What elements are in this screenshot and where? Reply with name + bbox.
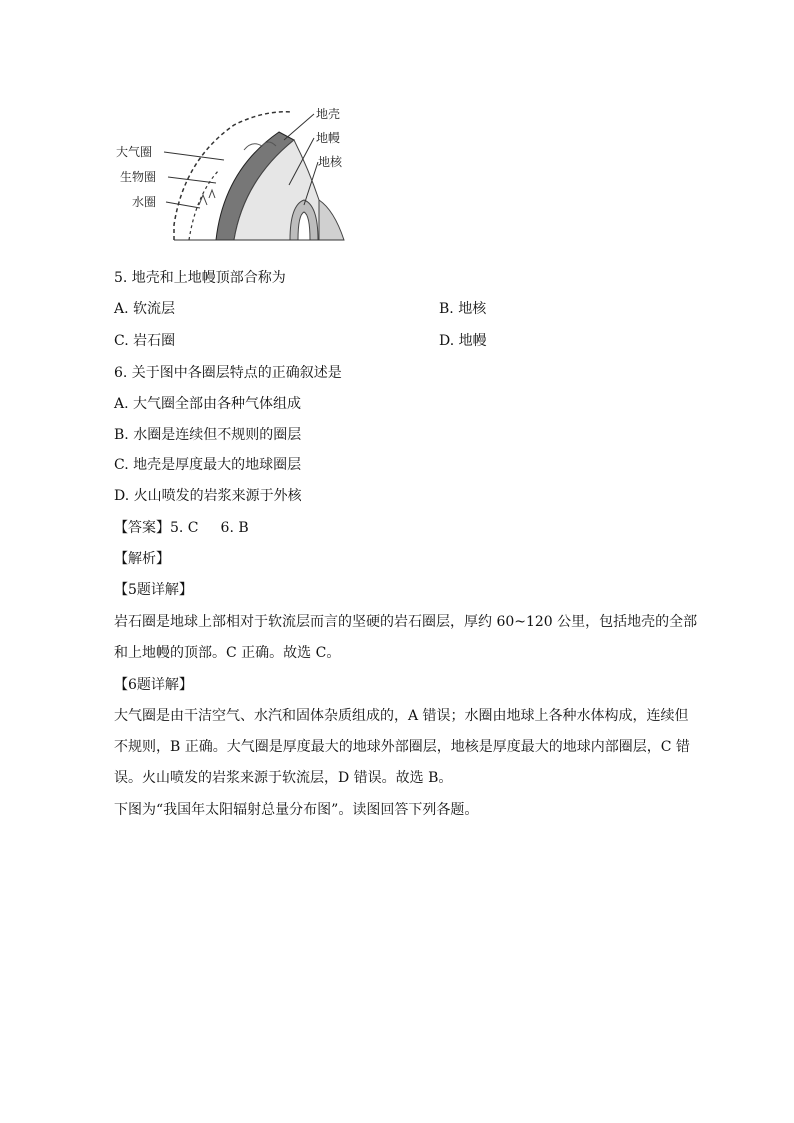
earth-spheres-diagram [104, 100, 360, 250]
earth-spheres-figure [104, 100, 360, 250]
q5-option-a[interactable]: A. 软流层 [114, 301, 176, 317]
label-biosphere: 生物圈 [120, 170, 157, 184]
leader-biosphere [168, 177, 216, 183]
q6-option-a[interactable]: A. 大气圈全部由各种气体组成 [114, 396, 302, 412]
label-hydrosphere: 水圈 [132, 195, 157, 209]
q6-detail-heading: 【6题详解】 [114, 677, 193, 693]
leader-atmosphere [164, 152, 224, 160]
q5-detail-line-1: 岩石圈是地球上部相对于软流层而言的坚硬的岩石圈层，厚约 60~120 公里，包括地壳的全部 [114, 614, 698, 630]
q6-option-b[interactable]: B. 水圈是连续但不规则的圈层 [114, 427, 302, 443]
answer-5: 5. C [170, 520, 199, 536]
q5-stem: 5. 地壳和上地幔顶部合称为 [114, 270, 286, 286]
label-core: 地核 [318, 155, 343, 169]
leader-hydrosphere [166, 202, 200, 208]
answer-tag: 【答案】 [114, 520, 170, 536]
label-crust: 地壳 [316, 107, 341, 121]
label-mantle: 地幔 [316, 131, 341, 145]
q5-detail-line-2: 和上地幔的顶部。C 正确。故选 C。 [114, 645, 341, 661]
q6-detail-line-3: 误。火山喷发的岩浆来源于软流层，D 错误。故选 B。 [114, 770, 453, 786]
q6-option-c[interactable]: C. 地壳是厚度最大的地球圈层 [114, 457, 302, 473]
label-atmosphere: 大气圈 [116, 145, 153, 159]
answer-6: 6. B [220, 520, 249, 536]
analysis-tag: 【解析】 [114, 551, 170, 567]
inner-cut [319, 200, 344, 240]
leader-crust [284, 114, 314, 140]
q5-option-d[interactable]: D. 地幔 [439, 333, 487, 349]
q6-stem: 6. 关于图中各圈层特点的正确叙述是 [114, 365, 342, 381]
q6-detail-line-2: 不规则，B 正确。大气圈是厚度最大的地球外部圈层，地核是厚度最大的地球内部圈层，C 错 [114, 739, 690, 755]
q6-detail-line-1: 大气圈是由干洁空气、水汽和固体杂质组成的，A 错误；水圈由地球上各种水体构成，连续但 [114, 708, 689, 724]
answer-line [114, 518, 249, 538]
q5-option-c[interactable]: C. 岩石圈 [114, 333, 176, 349]
q5-detail-heading: 【5题详解】 [114, 582, 193, 598]
q5-option-b[interactable]: B. 地核 [439, 301, 487, 317]
next-figure-intro: 下图为“我国年太阳辐射总量分布图”。读图回答下列各题。 [114, 802, 479, 818]
q6-option-d[interactable]: D. 火山喷发的岩浆来源于外核 [114, 488, 302, 504]
